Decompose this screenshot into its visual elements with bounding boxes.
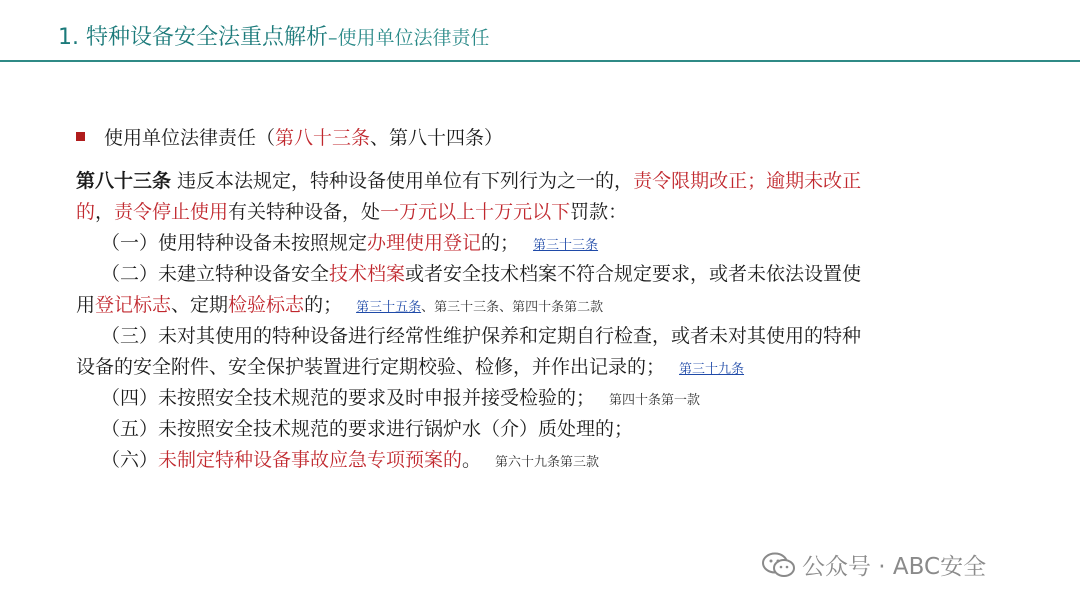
intro-red-2: 的 <box>76 201 96 223</box>
section-label-red: 第八十三条 <box>275 127 371 149</box>
slide-header <box>0 0 1080 64</box>
watermark <box>762 548 986 581</box>
list-item-2 <box>76 259 1010 290</box>
item-text: 设备的安全附件、安全保护装置进行定期校验、检修，并作出记录的； <box>76 356 666 378</box>
section-label: 使用单位法律责任（ <box>104 127 276 149</box>
wechat-icon <box>762 552 796 578</box>
list-item-3-cont <box>76 352 1010 383</box>
item-red: 技术档案 <box>329 263 406 285</box>
article-body <box>76 166 1010 476</box>
item-text: （一）使用特种设备未按照规定 <box>101 232 368 254</box>
item-text: （三）未对其使用的特种设备进行经常性维护保养和定期自行检查，或者未对其使用的特种 <box>101 325 862 347</box>
intro-red-4: 一万元以上十万元以下 <box>380 201 571 223</box>
section-label-rest: 、第八十四条） <box>370 127 504 149</box>
article-link[interactable]: 第三十九条 <box>679 362 745 377</box>
intro-red-3: 责令停止使用 <box>114 201 229 223</box>
item-red: 办理使用登记 <box>367 232 482 254</box>
article-heading: 第八十三条 <box>76 170 172 192</box>
article-link[interactable]: 第三十三条 <box>533 238 599 253</box>
item-text: 、定期 <box>171 294 229 316</box>
article-note: 第四十条第一款 <box>609 393 701 408</box>
article-link[interactable]: 第三十五条 <box>356 300 422 315</box>
bullet-square-icon <box>76 132 85 141</box>
item-text: 的； <box>304 294 343 316</box>
header-divider <box>0 60 1080 62</box>
item-red: 未制定特种设备事故应急专项预案的 <box>158 449 463 471</box>
title-sub: –使用单位法律责任 <box>327 27 490 49</box>
intro-text: 违反本法规定，特种设备使用单位有下列行为之一的， <box>171 170 634 192</box>
list-item-4 <box>76 383 1010 414</box>
item-red: 登记标志 <box>95 294 172 316</box>
article-intro-line-2 <box>76 197 1010 228</box>
item-text: 或者安全技术档案不符合规定要求，或者未依法设置使 <box>405 263 862 285</box>
list-item-6 <box>76 445 1010 476</box>
intro-sep: ， <box>95 201 115 223</box>
slide-title <box>58 20 490 51</box>
intro-mid: 有关特种设备，处 <box>228 201 381 223</box>
list-item-1 <box>76 228 1010 259</box>
item-text: 。 <box>462 449 482 471</box>
title-main: 1. 特种设备安全法重点解析 <box>58 25 328 50</box>
item-text: （二）未建立特种设备安全 <box>101 263 330 285</box>
section-heading <box>76 123 503 150</box>
item-red: 检验标志 <box>228 294 305 316</box>
item-text: 用 <box>76 294 96 316</box>
item-text: 的； <box>481 232 520 254</box>
article-note: 、第三十三条、第四十条第二款 <box>421 300 604 315</box>
list-item-2-cont <box>76 290 1010 321</box>
watermark-text: 公众号 · ABC安全 <box>802 554 987 580</box>
list-item-3 <box>76 321 1010 352</box>
intro-end: 罚款： <box>570 201 628 223</box>
intro-red: 责令限期改正；逾期未改正 <box>633 170 862 192</box>
item-text: （四）未按照安全技术规范的要求及时申报并接受检验的； <box>101 387 596 409</box>
article-note: 第六十九条第三款 <box>495 455 600 470</box>
list-item-5 <box>76 414 1010 445</box>
item-text: （六） <box>101 449 159 471</box>
article-intro-line-1 <box>76 166 1010 197</box>
item-text: （五）未按照安全技术规范的要求进行锅炉水（介）质处理的； <box>101 418 634 440</box>
